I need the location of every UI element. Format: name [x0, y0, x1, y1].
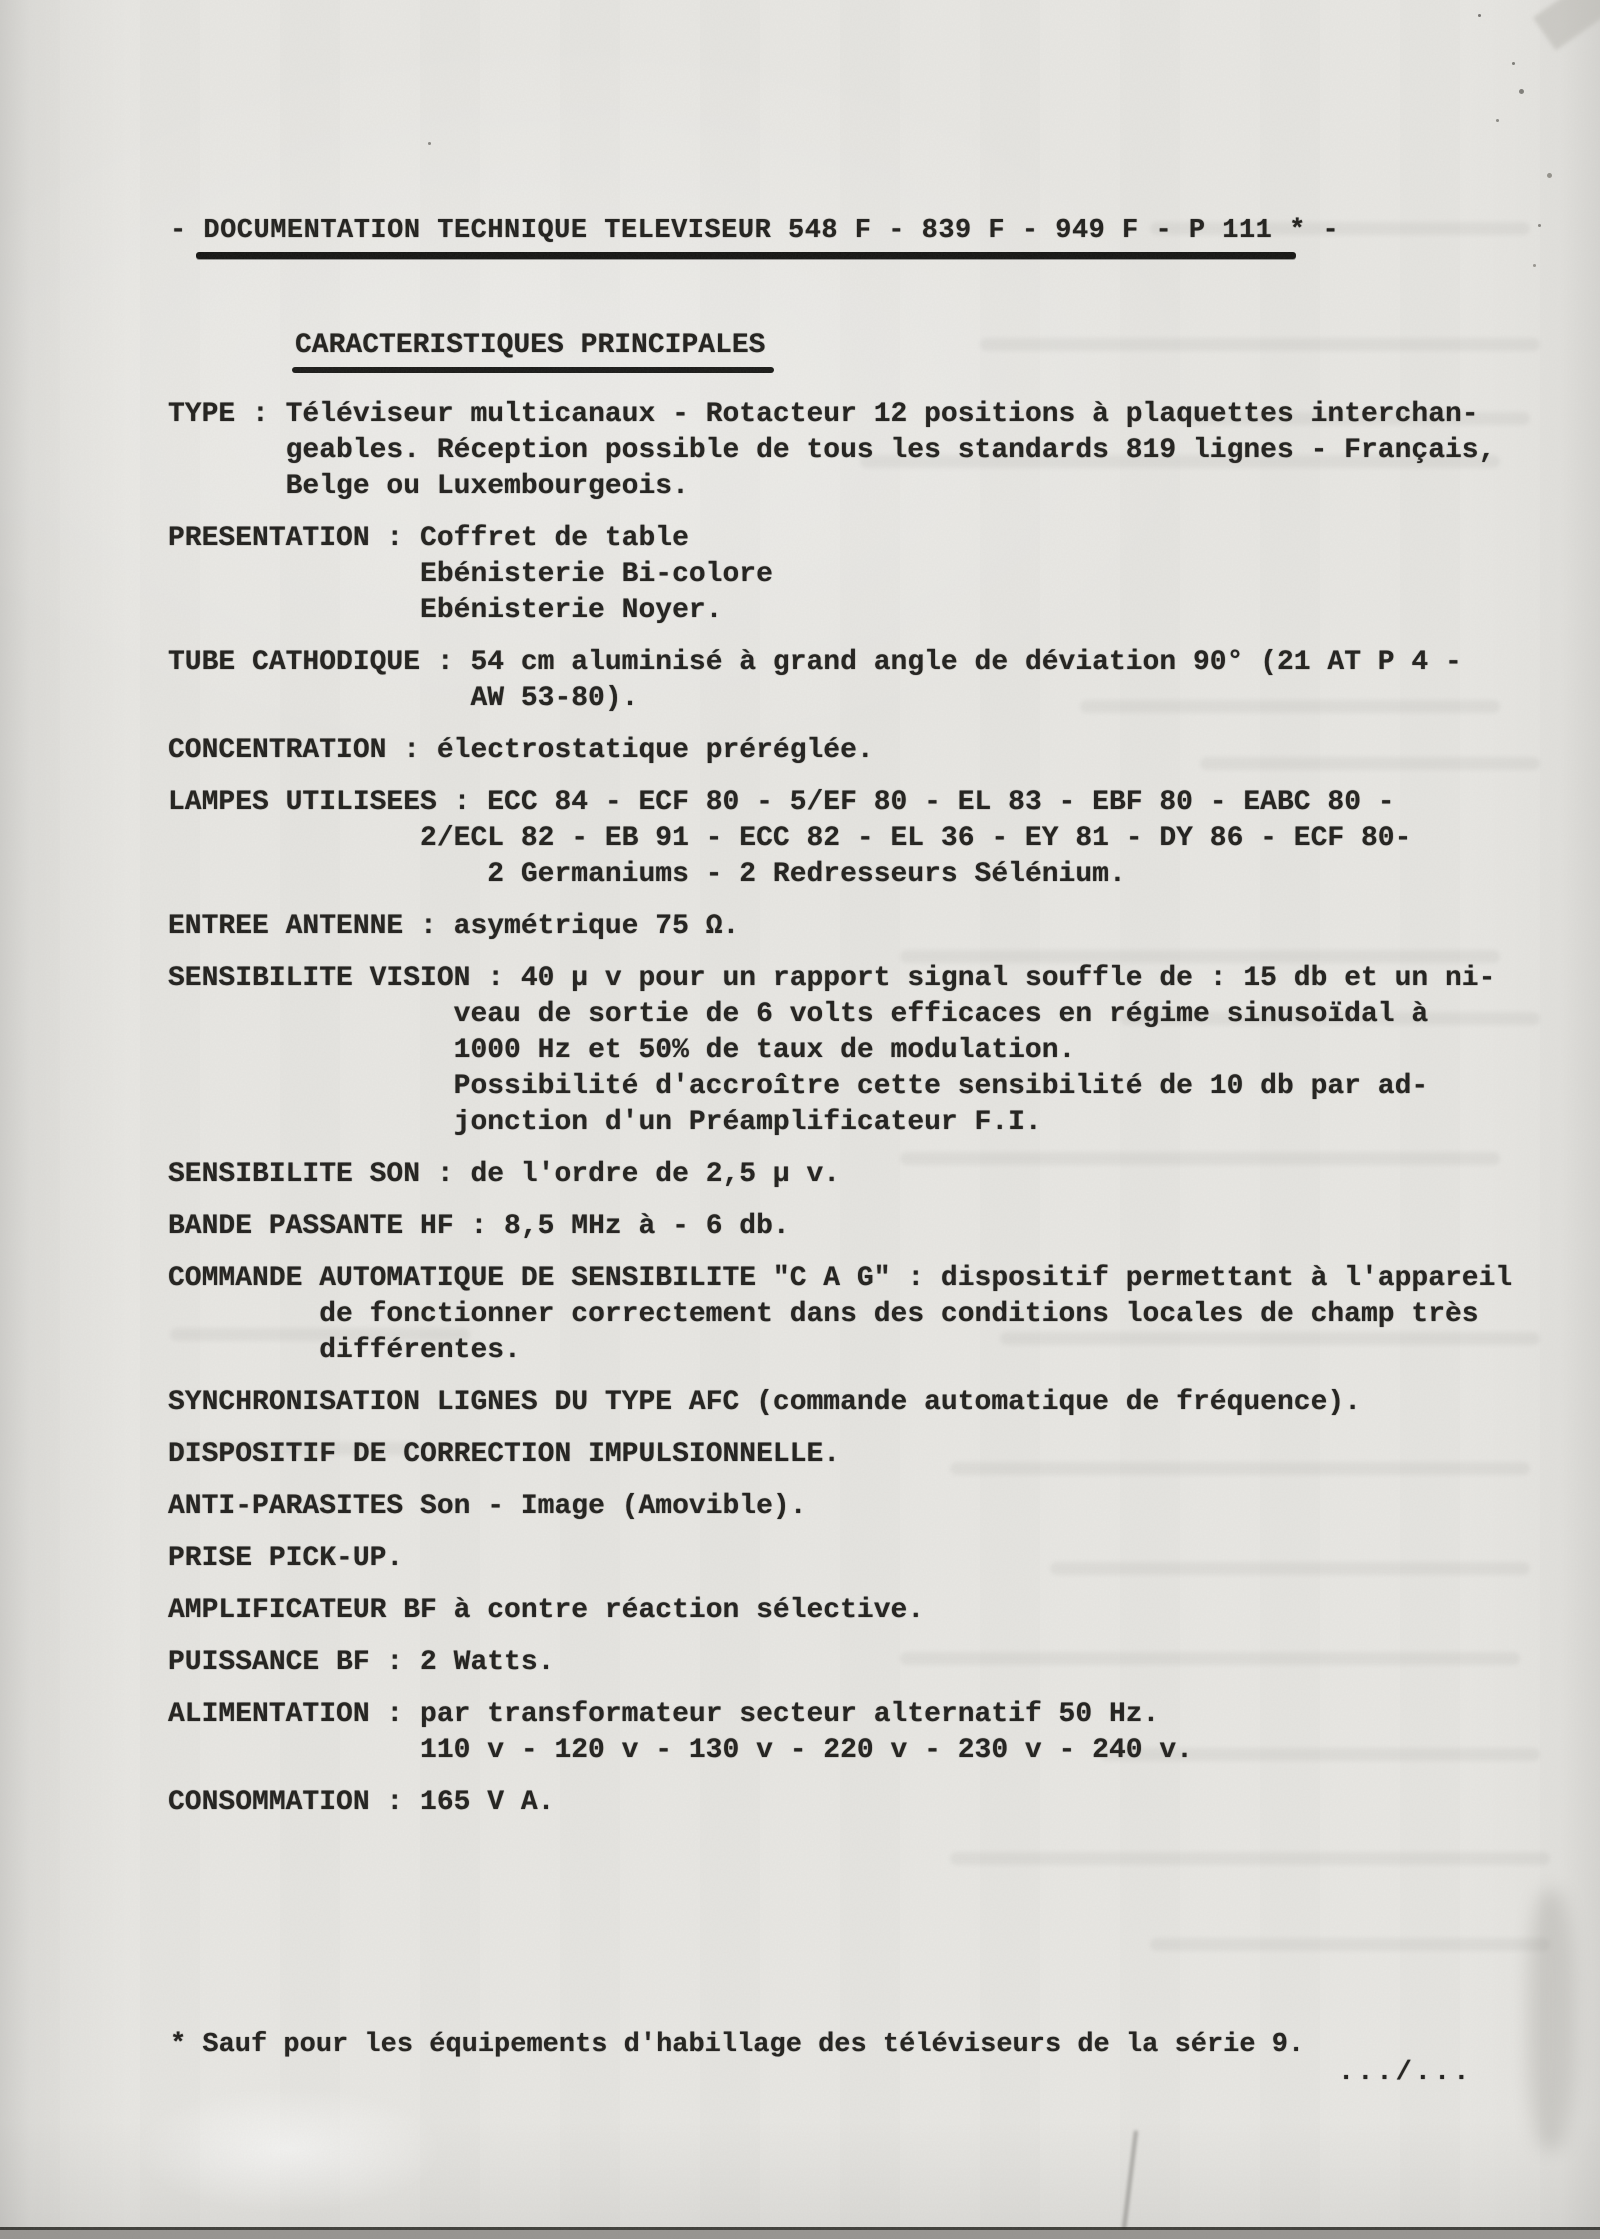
spec-line: Belge ou Luxembourgeois.: [285, 471, 689, 502]
spec-line: CONSOMMATION : 165 V A.: [168, 1787, 555, 1818]
spec-line: ENTREE ANTENNE : asymétrique 75 Ω.: [168, 911, 740, 942]
bleed-through-artifact: [950, 1852, 1550, 1865]
spec-line: SYNCHRONISATION LIGNES DU TYPE AFC (commande automatique de fréquence).: [168, 1387, 1361, 1418]
spec-block-puissance-bf: [168, 1645, 1568, 1681]
spec-block-consommation: [168, 1785, 1568, 1821]
spec-line: SENSIBILITE VISION : 40 µ v pour un rapport signal souffle de : 15 db et un ni-: [168, 963, 1496, 994]
spec-line: DISPOSITIF DE CORRECTION IMPULSIONNELLE.: [168, 1439, 841, 1470]
spec-block-sensibilite-vision: [168, 961, 1568, 1141]
spec-line: différentes.: [319, 1335, 521, 1366]
spec-block-amplificateur-bf: [168, 1593, 1568, 1629]
spec-block-synchronisation-lignes: [168, 1385, 1568, 1421]
spec-line: 2 Germaniums - 2 Redresseurs Sélénium.: [487, 859, 1126, 890]
spec-line: ANTI-PARASITES Son - Image (Amovible).: [168, 1491, 807, 1522]
spec-block-concentration: [168, 733, 1568, 769]
spec-list: [168, 397, 1568, 1837]
spec-block-correction-impulsionnelle: [168, 1437, 1568, 1473]
spec-block-bande-passante-hf: [168, 1209, 1568, 1245]
footnote: * Sauf pour les équipements d'habillage des téléviseurs de la série 9.: [170, 2030, 1305, 2060]
spec-line: PRESENTATION : Coffret de table: [168, 523, 689, 554]
document-title: - DOCUMENTATION TECHNIQUE TELEVISEUR 548 F - 839 F - 949 F - P 111 * -: [170, 216, 1340, 246]
section-heading: CARACTERISTIQUES PRINCIPALES: [295, 330, 766, 361]
spec-block-tube-cathodique: [168, 645, 1568, 717]
spec-line: Possibilité d'accroître cette sensibilité de 10 db par ad-: [453, 1071, 1429, 1102]
spec-line: de fonctionner correctement dans des conditions locales de champ très: [319, 1299, 1479, 1330]
spec-line: CONCENTRATION : électrostatique préréglée.: [168, 735, 874, 766]
bottom-scan-margin: [0, 2230, 1600, 2239]
spec-line: PUISSANCE BF : 2 Watts.: [168, 1647, 555, 1678]
scanner-speckles: [1478, 14, 1481, 17]
spec-block-anti-parasites: [168, 1489, 1568, 1525]
spec-line: PRISE PICK-UP.: [168, 1543, 404, 1574]
bleed-through-artifact: [1150, 1938, 1550, 1951]
paper-crease: [1122, 2130, 1138, 2230]
spec-block-alimentation: [168, 1697, 1568, 1769]
spec-line: SENSIBILITE SON : de l'ordre de 2,5 µ v.: [168, 1159, 841, 1190]
spec-line: 2/ECL 82 - EB 91 - ECC 82 - EL 36 - EY 81 - DY 86 - ECF 80-: [420, 823, 1412, 854]
spec-line: 110 v - 120 v - 130 v - 220 v - 230 v - 240 v.: [420, 1735, 1193, 1766]
corner-fold-mark: [1533, 0, 1600, 50]
paper-stain: [1528, 1890, 1574, 2150]
spec-line: geables. Réception possible de tous les standards 819 lignes - Français,: [285, 435, 1496, 466]
spec-line: TUBE CATHODIQUE : 54 cm aluminisé à grand angle de déviation 90° (21 AT P 4 -: [168, 647, 1462, 678]
spec-line: veau de sortie de 6 volts efficaces en régime sinusoïdal à: [453, 999, 1429, 1030]
spec-block-sensibilite-son: [168, 1157, 1568, 1193]
spec-line: Ebénisterie Bi-colore: [420, 559, 773, 590]
spec-line: jonction d'un Préamplificateur F.I.: [453, 1107, 1042, 1138]
spec-line: Ebénisterie Noyer.: [420, 595, 723, 626]
spec-line: BANDE PASSANTE HF : 8,5 MHz à - 6 db.: [168, 1211, 790, 1242]
spec-block-commande-automatique-sensibilite: [168, 1261, 1568, 1369]
continuation-mark: .../...: [1338, 2058, 1473, 2088]
bleed-through-artifact: [980, 338, 1540, 351]
spec-block-lampes-utilisees: [168, 785, 1568, 893]
spec-line: COMMANDE AUTOMATIQUE DE SENSIBILITE "C A G" : dispositif permettant à l'appareil: [168, 1263, 1513, 1294]
spec-block-prise-pick-up: [168, 1541, 1568, 1577]
spec-block-entree-antenne: [168, 909, 1568, 945]
spec-line: AMPLIFICATEUR BF à contre réaction sélective.: [168, 1595, 925, 1626]
spec-line: TYPE : Téléviseur multicanaux - Rotacteur 12 positions à plaquettes interchan-: [168, 399, 1479, 430]
spec-line: LAMPES UTILISEES : ECC 84 - ECF 80 - 5/EF 80 - EL 83 - EBF 80 - EABC 80 -: [168, 787, 1395, 818]
spec-line: ALIMENTATION : par transformateur secteur alternatif 50 Hz.: [168, 1699, 1160, 1730]
title-underline: [196, 252, 1296, 259]
spec-block-presentation: [168, 521, 1568, 629]
spec-line: AW 53-80).: [470, 683, 639, 714]
spec-line: 1000 Hz et 50% de taux de modulation.: [453, 1035, 1076, 1066]
heading-underline: [292, 367, 774, 373]
spec-block-type: [168, 397, 1568, 505]
